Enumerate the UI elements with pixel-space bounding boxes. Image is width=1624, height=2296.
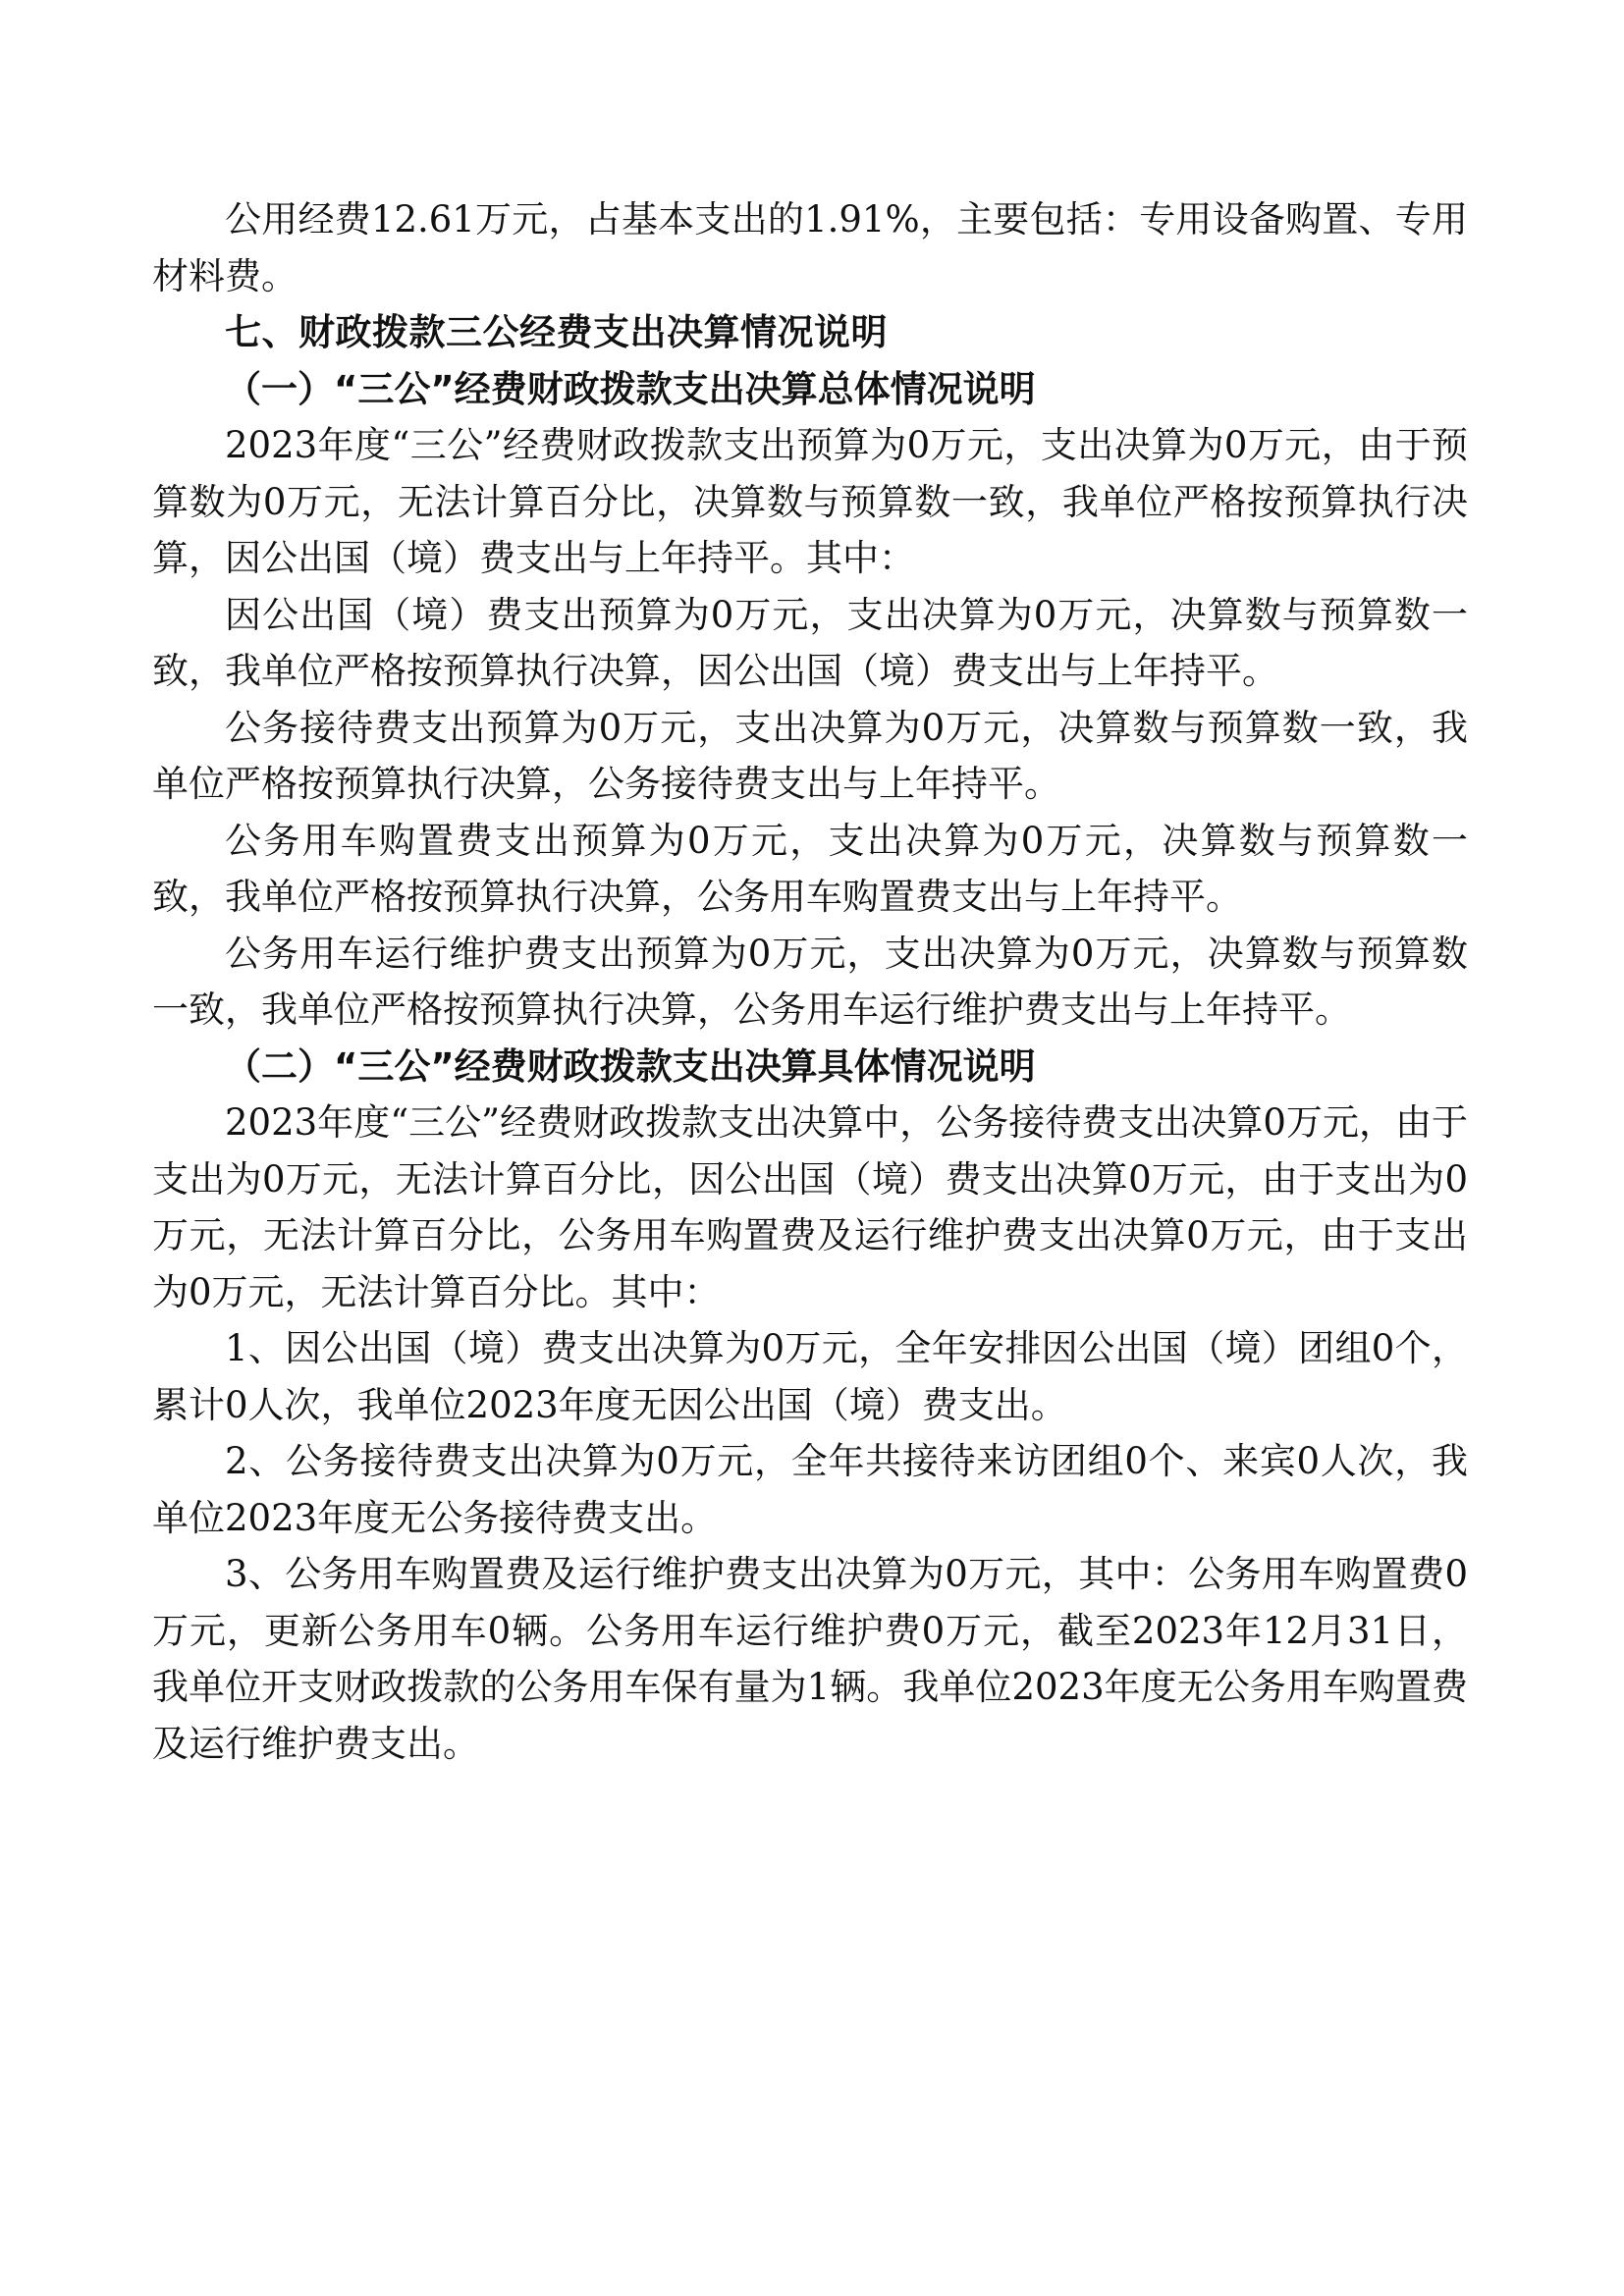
paragraph-item-3-vehicles: 3、公务用车购置费及运行维护费支出决算为0万元，其中：公务用车购置费0万元，更新公务用车0辆。公务用车运行维护费0万元，截至2023年12月31日，我单位开支财政拨款的公务用车保有量为1辆。我单位2023年度无公务用车购置费及运行维护费支出。 <box>152 1553 1468 1765</box>
section-heading-three-public-expenses: 七、财政拨款三公经费支出决算情况说明 <box>225 311 888 353</box>
paragraph-vehicle-purchase: 公务用车购置费支出预算为0万元，支出决算为0万元，决算数与预算数一致，我单位严格按预算执行决算，公务用车购置费支出与上年持平。 <box>152 819 1468 918</box>
paragraph-item-1-overseas: 1、因公出国（境）费支出决算为0万元，全年安排因公出国（境）团组0个，累计0人次，我单位2023年度无因公出国（境）费支出。 <box>152 1327 1468 1426</box>
paragraph-overall-budget: 2023年度“三公”经费财政拨款支出预算为0万元，支出决算为0万元，由于预算数为0万元，无法计算百分比，决算数与预算数一致，我单位严格按预算执行决算，因公出国（境）费支出与上年持平。其中： <box>152 424 1468 579</box>
paragraph-overseas-travel: 因公出国（境）费支出预算为0万元，支出决算为0万元，决算数与预算数一致，我单位严格按预算执行决算，因公出国（境）费支出与上年持平。 <box>152 593 1468 692</box>
subheading-overall-situation: （一）“三公”经费财政拨款支出决算总体情况说明 <box>225 367 1036 410</box>
subheading-specific-situation: （二）“三公”经费财政拨款支出决算具体情况说明 <box>225 1044 1036 1088</box>
paragraph-public-funds: 公用经费12.61万元，占基本支出的1.91%，主要包括：专用设备购置、专用材料费。 <box>152 198 1468 297</box>
document-body <box>152 191 1468 1772</box>
paragraph-reception: 公务接待费支出预算为0万元，支出决算为0万元，决算数与预算数一致，我单位严格按预算执行决算，公务接待费支出与上年持平。 <box>152 706 1468 805</box>
paragraph-specific-summary: 2023年度“三公”经费财政拨款支出决算中，公务接待费支出决算0万元，由于支出为0万元，无法计算百分比，因公出国（境）费支出决算0万元，由于支出为0万元，无法计算百分比，公务用车购置费及运行维护费支出决算0万元，由于支出为0万元，无法计算百分比。其中： <box>152 1101 1468 1313</box>
paragraph-vehicle-maintenance: 公务用车运行维护费支出预算为0万元，支出决算为0万元，决算数与预算数一致，我单位严格按预算执行决算，公务用车运行维护费支出与上年持平。 <box>152 932 1468 1031</box>
paragraph-item-2-reception: 2、公务接待费支出决算为0万元，全年共接待来访团组0个、来宾0人次，我单位2023年度无公务接待费支出。 <box>152 1440 1468 1539</box>
